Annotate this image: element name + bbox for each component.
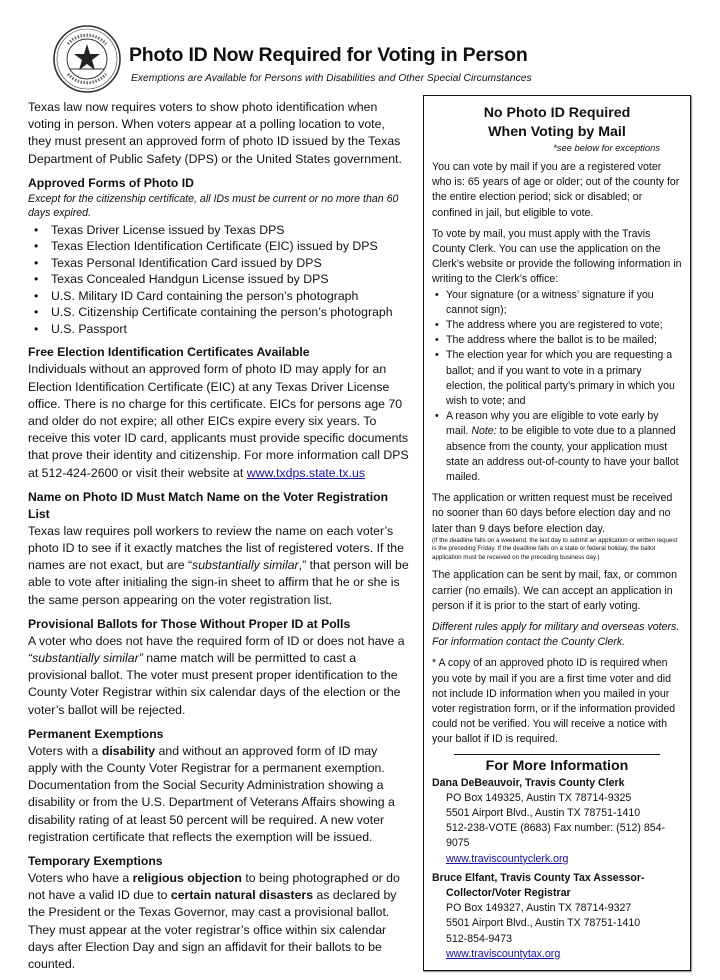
permanent-bold: disability xyxy=(101,743,156,758)
contact-name: Dana DeBeauvoir, Travis County Clerk xyxy=(432,776,625,789)
approved-ids-list xyxy=(34,222,410,338)
list-item: • The election year for which you are requesting a ballot; and if you want to vote in a primary election, the political party’s primary in which you wish to vote; and xyxy=(432,348,682,409)
list-item: • Texas Concealed Handgun License issued by DPS xyxy=(34,271,410,288)
requirements-list xyxy=(432,288,682,486)
list-item: • Your signature (or a witness’ signature if you cannot sign); xyxy=(432,288,682,318)
note-label: Note: xyxy=(471,425,497,438)
provisional-emphasis: “substantially similar” xyxy=(28,650,143,665)
reason-text: A reason why you are eligible to vote early by mail. xyxy=(446,410,659,438)
mail-box-title: When Voting by Mail xyxy=(488,124,626,140)
provisional-text: A voter who does not have the required form of ID or does not have a xyxy=(28,633,405,648)
temporary-text: Voters who have a xyxy=(28,870,133,885)
how-to-apply-text: To vote by mail, you must apply with the Travis County Clerk. You can use the application on the Clerk’s website or provide the following information in writing to the Clerk’s office: xyxy=(432,227,682,286)
approved-ids-section xyxy=(28,175,410,338)
list-item xyxy=(432,409,682,485)
contact-line: 512-238-VOTE (8683) Fax number: (512) 854-9075 xyxy=(446,822,666,850)
military-note: Different rules apply for military and overseas voters. For information contact the County Clerk. xyxy=(432,620,680,649)
list-item: • U.S. Passport xyxy=(34,321,410,338)
temporary-bold: religious objection xyxy=(132,870,242,885)
eic-text: Individuals without an approved form of photo ID may apply for an Election Identification Certificate (EIC) at any Texas Driver License office. There is no charge for this certificate. EICs for persons age 70 and older do not expire; all other EICs expire every six years. To receive this voter ID card, applicants must provide specific documents that prove their identity and citizenship. For more information call DPS at 512-424-2600 or visit their website at xyxy=(28,362,409,480)
list-item: • The address where the ballot is to be mailed; xyxy=(432,333,682,348)
list-item: • Texas Driver License issued by Texas DPS xyxy=(34,222,410,239)
eic-heading: Free Election Identification Certificates Available xyxy=(28,345,310,360)
name-match-text: ,” that person will be able to vote after initialing the sign-in sheet to affirm that he or she is the same person appearing on the voter registration list. xyxy=(28,558,409,607)
provisional-text: name match will be permitted to cast a provisional ballot. The voter must present proper identification to the County Voter Registrar within six calendar days of the election or the voter’s ballot will be rejected. xyxy=(28,650,401,717)
provisional-heading: Provisional Ballots for Those Without Proper ID at Polls xyxy=(28,616,351,631)
temporary-section xyxy=(28,853,410,973)
eligibility-text: You can vote by mail if you are a registered voter who is: 65 years of age or older; out of the county for the entire election period; sick or disabled; or confined in jail, but eligible to vote. xyxy=(432,161,680,219)
travis-county-seal-logo xyxy=(48,24,126,94)
txdps-link[interactable]: www.txdps.state.tx.us xyxy=(246,465,365,480)
provisional-section xyxy=(28,616,410,719)
how-to-apply xyxy=(432,227,682,485)
eic-section xyxy=(28,344,410,481)
reason-text: to be eligible to vote due to a planned absence from the county, your application must state an address out-of-county to have your ballot mailed. xyxy=(446,425,679,484)
contact-name: Bruce Elfant, Travis County Tax Assessor-Collector/Voter Registrar xyxy=(432,871,645,900)
deadline-section xyxy=(432,491,682,562)
contact-line: 512-854-9473 xyxy=(446,932,512,945)
contact-line: PO Box 149325, Austin TX 78714-9325 xyxy=(446,791,632,804)
list-item: • U.S. Military ID Card containing the person’s photograph xyxy=(34,288,410,305)
permanent-text: and without an approved form of ID may apply with the County Voter Registrar for a permanent exemption. Documentation from the Social Security Administration showing a disability or from the U.S. Department of Veterans Affairs showing a disability rating of at least 50 percent will be required. A new voter registration certificate that reflects the exemption will be issued. xyxy=(28,743,395,844)
see-below-note: *see below for exceptions xyxy=(553,142,660,153)
approved-ids-heading: Approved Forms of Photo ID xyxy=(28,175,194,190)
left-column xyxy=(28,99,410,980)
temporary-text: to being photographed or do not have a valid ID due to xyxy=(28,870,400,903)
contact-line: 5501 Airport Blvd., Austin TX 78751-1410 xyxy=(446,807,641,820)
temporary-heading: Temporary Exemptions xyxy=(28,853,163,868)
mail-box-header xyxy=(432,104,682,154)
more-info-section xyxy=(432,757,682,962)
vote-by-mail-box xyxy=(423,95,691,971)
deadline-text: The application or written request must be received no sooner than 60 days before election day and no later than 9 days before election day. xyxy=(432,492,673,535)
name-match-text: Texas law requires poll workers to review the name on each voter’s photo ID to see if it exactly matches the list of registered voters. If the names are not exact, but are “ xyxy=(28,523,404,573)
permanent-section xyxy=(28,726,410,846)
clerk-website-link[interactable]: www.traviscountyclerk.org xyxy=(446,852,569,865)
approved-ids-note: Except for the citizenship certificate, all IDs must be current or no more than 60 days expired. xyxy=(28,192,399,220)
page-title: Photo ID Now Required for Voting in Person xyxy=(129,44,528,66)
name-match-emphasis: substantially similar xyxy=(192,558,299,573)
id-copy-note: * A copy of an approved photo ID is required when you vote by mail if you are a first time voter and did not include ID information when you mailed in your voter registration form, or if the information provided could not be verified. You will receive a notice with your ballot if ID is required. xyxy=(432,657,676,746)
contact-line: PO Box 149327, Austin TX 78714-9327 xyxy=(446,902,632,915)
more-info-heading: For More Information xyxy=(485,757,629,774)
send-methods-text: The application can be sent by mail, fax, or common carrier (no emails). We can accept an application in person if it is prior to the start of early voting. xyxy=(432,569,677,612)
temporary-bold: certain natural disasters xyxy=(170,888,314,903)
divider xyxy=(454,754,660,755)
page-subtitle: Exemptions are Available for Persons with Disabilities and Other Special Circumstances xyxy=(131,73,532,84)
permanent-heading: Permanent Exemptions xyxy=(28,726,164,741)
tax-website-link[interactable]: www.traviscountytax.org xyxy=(446,947,561,960)
name-match-heading: Name on Photo ID Must Match Name on the Voter Registration List xyxy=(28,489,389,521)
deadline-fine-print: (If the deadline falls on a weekend, the last day to submit an application or written request is the preceding Friday. If the deadline falls on a state or federal holiday, the ballot application must be received on the preceding business day.) xyxy=(432,536,678,561)
list-item: • Texas Personal Identification Card issued by DPS xyxy=(34,255,410,272)
intro-paragraph: Texas law now requires voters to show photo identification when voting in person. When voters appear at a polling location to vote, they must present an approved form of photo ID issued by the Texas Department of Public Safety (DPS) or the United States government. xyxy=(28,100,402,166)
temporary-text: as declared by the President or the Texas Governor, may cast a provisional ballot. They must appear at the voter registrar’s office within six calendar days after Election Day and sign an affidavit for their ballots to be counted. xyxy=(28,888,397,971)
contact-line: 5501 Airport Blvd., Austin TX 78751-1410 xyxy=(446,917,641,930)
mail-box-title: No Photo ID Required xyxy=(483,105,631,121)
name-match-section xyxy=(28,489,410,609)
permanent-text: Voters with a xyxy=(28,743,102,758)
list-item: • Texas Election Identification Certificate (EIC) issued by DPS xyxy=(34,238,410,255)
list-item: • U.S. Citizenship Certificate containing the person’s photograph xyxy=(34,304,410,321)
list-item: • The address where you are registered to vote; xyxy=(432,318,682,333)
